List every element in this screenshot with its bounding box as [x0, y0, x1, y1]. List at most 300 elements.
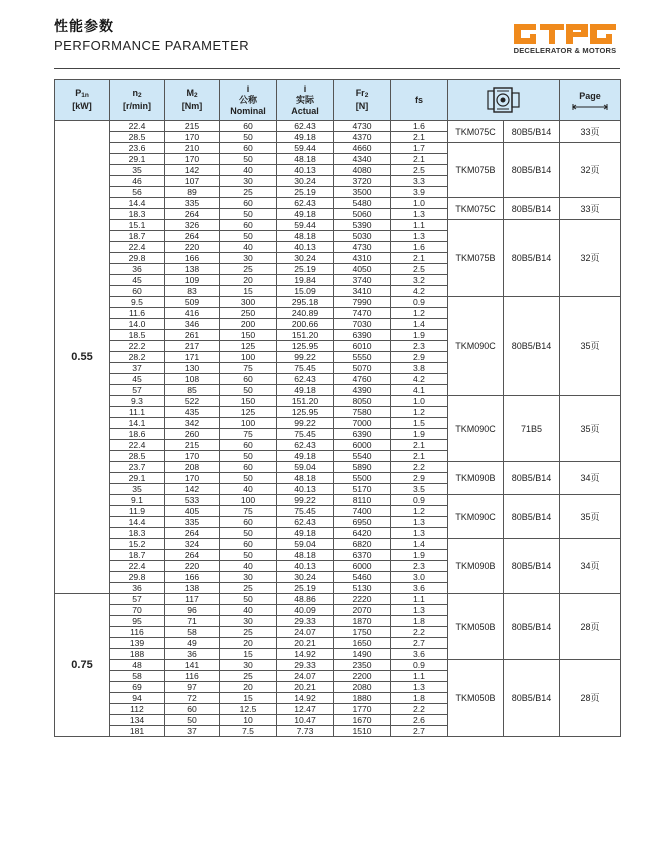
- cell-n2: 18.7: [110, 550, 165, 561]
- cell-m2: 36: [165, 649, 220, 660]
- cell-i-actual: 59.04: [277, 462, 334, 473]
- cell-m2: 166: [165, 253, 220, 264]
- col-header-m2: M2 [Nm]: [165, 80, 220, 121]
- cell-n2: 48: [110, 660, 165, 671]
- cell-fs: 2.2: [391, 462, 448, 473]
- cell-m2: 264: [165, 231, 220, 242]
- cell-i-actual: 62.43: [277, 517, 334, 528]
- cell-fs: 2.1: [391, 253, 448, 264]
- cell-fs: 2.1: [391, 154, 448, 165]
- cell-n2: 69: [110, 682, 165, 693]
- col-header-gearbox: [448, 80, 560, 121]
- cell-fr2: 3500: [334, 187, 391, 198]
- cell-m2: 89: [165, 187, 220, 198]
- cell-fr2: 7990: [334, 297, 391, 308]
- cell-fs: 1.2: [391, 308, 448, 319]
- header-rule: [54, 68, 620, 69]
- cell-fs: 2.7: [391, 638, 448, 649]
- cell-fr2: 2200: [334, 671, 391, 682]
- cell-i-actual: 24.07: [277, 627, 334, 638]
- cell-i-nominal: 60: [220, 539, 277, 550]
- table-row: [55, 539, 621, 550]
- cell-fr2: 2220: [334, 594, 391, 605]
- cell-i-actual: 15.09: [277, 286, 334, 297]
- cell-i-nominal: 25: [220, 627, 277, 638]
- cell-fs: 2.2: [391, 704, 448, 715]
- cell-i-nominal: 100: [220, 495, 277, 506]
- cell-i-actual: 59.44: [277, 143, 334, 154]
- cell-i-actual: 75.45: [277, 506, 334, 517]
- cell-m2: 435: [165, 407, 220, 418]
- cell-i-nominal: 60: [220, 143, 277, 154]
- cell-n2: 23.6: [110, 143, 165, 154]
- cell-n2: 188: [110, 649, 165, 660]
- cell-m2: 326: [165, 220, 220, 231]
- cell-fs: 3.6: [391, 649, 448, 660]
- page-cell: 35页: [560, 396, 621, 462]
- cell-i-actual: 48.18: [277, 473, 334, 484]
- cell-fr2: 5390: [334, 220, 391, 231]
- cell-fs: 2.1: [391, 451, 448, 462]
- cell-n2: 22.4: [110, 440, 165, 451]
- cell-m2: 170: [165, 154, 220, 165]
- cell-fs: 1.9: [391, 330, 448, 341]
- table-row: [55, 198, 621, 209]
- cell-fr2: 6390: [334, 429, 391, 440]
- cell-i-actual: 295.18: [277, 297, 334, 308]
- cell-i-actual: 40.13: [277, 165, 334, 176]
- cell-fr2: 5060: [334, 209, 391, 220]
- cell-m2: 72: [165, 693, 220, 704]
- model-cell: TKM090C: [448, 396, 504, 462]
- cell-i-nominal: 25: [220, 583, 277, 594]
- cell-i-actual: 29.33: [277, 616, 334, 627]
- cell-i-nominal: 15: [220, 693, 277, 704]
- cell-m2: 37: [165, 726, 220, 737]
- col-header-i-nominal: i 公称 Nominal: [220, 80, 277, 121]
- model-cell: TKM050B: [448, 594, 504, 660]
- model-cell: TKM075B: [448, 143, 504, 198]
- cell-n2: 15.1: [110, 220, 165, 231]
- cell-i-actual: 99.22: [277, 352, 334, 363]
- cell-i-actual: 48.86: [277, 594, 334, 605]
- cell-i-nominal: 20: [220, 682, 277, 693]
- cell-m2: 96: [165, 605, 220, 616]
- cell-i-actual: 151.20: [277, 396, 334, 407]
- cell-fr2: 3720: [334, 176, 391, 187]
- cell-fr2: 3740: [334, 275, 391, 286]
- cell-fs: 0.9: [391, 297, 448, 308]
- cell-i-actual: 49.18: [277, 132, 334, 143]
- cell-i-actual: 59.44: [277, 220, 334, 231]
- cell-i-actual: 62.43: [277, 198, 334, 209]
- cell-i-nominal: 150: [220, 396, 277, 407]
- cell-i-nominal: 15: [220, 649, 277, 660]
- page-cell: 28页: [560, 660, 621, 737]
- cell-m2: 264: [165, 528, 220, 539]
- cell-fr2: 7470: [334, 308, 391, 319]
- page-cell: 32页: [560, 143, 621, 198]
- cell-i-actual: 14.92: [277, 693, 334, 704]
- cell-fs: 0.9: [391, 495, 448, 506]
- cell-i-actual: 20.21: [277, 682, 334, 693]
- cell-fr2: 5130: [334, 583, 391, 594]
- flange-cell: 80B5/B14: [504, 660, 560, 737]
- logo-tagline: DECELERATOR & MOTORS: [513, 46, 617, 55]
- cell-fs: 2.1: [391, 440, 448, 451]
- cell-fr2: 5540: [334, 451, 391, 462]
- cell-i-actual: 62.43: [277, 374, 334, 385]
- cell-n2: 9.3: [110, 396, 165, 407]
- cell-i-nominal: 7.5: [220, 726, 277, 737]
- cell-fs: 3.0: [391, 572, 448, 583]
- page-cell: 34页: [560, 462, 621, 495]
- cell-n2: 9.5: [110, 297, 165, 308]
- cell-fs: 2.2: [391, 627, 448, 638]
- cell-i-nominal: 50: [220, 451, 277, 462]
- cell-i-actual: 30.24: [277, 572, 334, 583]
- cell-fr2: 5170: [334, 484, 391, 495]
- cell-i-nominal: 60: [220, 198, 277, 209]
- table-row: [55, 121, 621, 132]
- cell-m2: 141: [165, 660, 220, 671]
- cell-m2: 170: [165, 132, 220, 143]
- cell-m2: 130: [165, 363, 220, 374]
- cell-fs: 2.5: [391, 264, 448, 275]
- cell-fr2: 1650: [334, 638, 391, 649]
- cell-fs: 4.1: [391, 385, 448, 396]
- cell-m2: 342: [165, 418, 220, 429]
- cell-n2: 18.3: [110, 528, 165, 539]
- cell-n2: 29.1: [110, 473, 165, 484]
- model-cell: TKM090C: [448, 495, 504, 539]
- cell-fs: 1.3: [391, 209, 448, 220]
- cell-n2: 134: [110, 715, 165, 726]
- cell-m2: 170: [165, 451, 220, 462]
- cell-i-nominal: 75: [220, 363, 277, 374]
- cell-i-actual: 20.21: [277, 638, 334, 649]
- cell-i-nominal: 60: [220, 374, 277, 385]
- performance-table: [54, 79, 621, 737]
- cell-n2: 22.2: [110, 341, 165, 352]
- page-cell: 35页: [560, 495, 621, 539]
- cell-fs: 1.7: [391, 143, 448, 154]
- cell-n2: 9.1: [110, 495, 165, 506]
- flange-cell: 80B5/B14: [504, 297, 560, 396]
- cell-fr2: 6820: [334, 539, 391, 550]
- cell-i-actual: 48.18: [277, 154, 334, 165]
- cell-i-actual: 19.84: [277, 275, 334, 286]
- flange-cell: 80B5/B14: [504, 220, 560, 297]
- cell-n2: 139: [110, 638, 165, 649]
- page-cell: 32页: [560, 220, 621, 297]
- cell-i-actual: 200.66: [277, 319, 334, 330]
- cell-fr2: 1670: [334, 715, 391, 726]
- page-cell: 33页: [560, 121, 621, 143]
- cell-m2: 210: [165, 143, 220, 154]
- cell-m2: 170: [165, 473, 220, 484]
- cell-fr2: 4390: [334, 385, 391, 396]
- cell-i-actual: 40.09: [277, 605, 334, 616]
- cell-fs: 1.3: [391, 517, 448, 528]
- cell-i-nominal: 40: [220, 242, 277, 253]
- model-cell: TKM090B: [448, 539, 504, 594]
- cell-fs: 2.3: [391, 561, 448, 572]
- table-row: [55, 143, 621, 154]
- cell-fs: 1.5: [391, 418, 448, 429]
- cell-i-nominal: 50: [220, 132, 277, 143]
- cell-fr2: 3410: [334, 286, 391, 297]
- cell-fs: 1.2: [391, 506, 448, 517]
- cell-fr2: 1750: [334, 627, 391, 638]
- cell-m2: 346: [165, 319, 220, 330]
- cell-m2: 171: [165, 352, 220, 363]
- cell-fs: 3.3: [391, 176, 448, 187]
- cell-i-nominal: 40: [220, 605, 277, 616]
- cell-fr2: 1870: [334, 616, 391, 627]
- cell-fs: 1.4: [391, 319, 448, 330]
- cell-fs: 1.0: [391, 198, 448, 209]
- cell-i-actual: 12.47: [277, 704, 334, 715]
- cell-n2: 94: [110, 693, 165, 704]
- cell-i-actual: 25.19: [277, 264, 334, 275]
- model-cell: TKM050B: [448, 660, 504, 737]
- cell-i-actual: 151.20: [277, 330, 334, 341]
- cell-n2: 23.7: [110, 462, 165, 473]
- cell-n2: 28.5: [110, 132, 165, 143]
- cell-m2: 107: [165, 176, 220, 187]
- cell-m2: 85: [165, 385, 220, 396]
- cell-fr2: 5550: [334, 352, 391, 363]
- cell-m2: 97: [165, 682, 220, 693]
- page-cell: 35页: [560, 297, 621, 396]
- col-header-page: Page: [560, 80, 621, 121]
- cell-fs: 3.5: [391, 484, 448, 495]
- cell-fr2: 4730: [334, 121, 391, 132]
- cell-i-actual: 7.73: [277, 726, 334, 737]
- power-cell: 0.55: [55, 121, 110, 594]
- cell-m2: 416: [165, 308, 220, 319]
- cell-fr2: 7000: [334, 418, 391, 429]
- cell-n2: 45: [110, 374, 165, 385]
- cell-fs: 2.9: [391, 473, 448, 484]
- cell-i-actual: 48.18: [277, 550, 334, 561]
- model-cell: TKM075C: [448, 198, 504, 220]
- table-header-row: [55, 80, 621, 121]
- cell-n2: 36: [110, 264, 165, 275]
- cell-m2: 142: [165, 165, 220, 176]
- cell-fs: 1.0: [391, 396, 448, 407]
- cell-fs: 2.7: [391, 726, 448, 737]
- cell-fs: 2.9: [391, 352, 448, 363]
- cell-fr2: 4730: [334, 242, 391, 253]
- cell-m2: 108: [165, 374, 220, 385]
- col-header-p1n: P1n [kW]: [55, 80, 110, 121]
- cell-n2: 29.8: [110, 572, 165, 583]
- cell-m2: 220: [165, 561, 220, 572]
- cell-n2: 11.6: [110, 308, 165, 319]
- table-row: [55, 495, 621, 506]
- cell-n2: 46: [110, 176, 165, 187]
- cell-i-nominal: 50: [220, 528, 277, 539]
- cell-i-nominal: 10: [220, 715, 277, 726]
- cell-m2: 49: [165, 638, 220, 649]
- cell-fs: 1.6: [391, 121, 448, 132]
- table-row: [55, 462, 621, 473]
- cell-i-nominal: 60: [220, 517, 277, 528]
- cell-i-actual: 49.18: [277, 528, 334, 539]
- cell-fr2: 5480: [334, 198, 391, 209]
- cell-n2: 14.1: [110, 418, 165, 429]
- cell-n2: 22.4: [110, 561, 165, 572]
- cell-n2: 57: [110, 594, 165, 605]
- cell-fr2: 5070: [334, 363, 391, 374]
- cell-i-actual: 10.47: [277, 715, 334, 726]
- cell-m2: 142: [165, 484, 220, 495]
- model-cell: TKM075C: [448, 121, 504, 143]
- cell-n2: 70: [110, 605, 165, 616]
- cell-i-actual: 59.04: [277, 539, 334, 550]
- cell-i-nominal: 60: [220, 220, 277, 231]
- model-cell: TKM075B: [448, 220, 504, 297]
- cell-fr2: 8110: [334, 495, 391, 506]
- cell-fs: 1.1: [391, 220, 448, 231]
- cell-m2: 60: [165, 704, 220, 715]
- cell-i-nominal: 25: [220, 264, 277, 275]
- cell-n2: 11.9: [110, 506, 165, 517]
- cell-i-actual: 40.13: [277, 242, 334, 253]
- cell-i-nominal: 40: [220, 165, 277, 176]
- cell-i-nominal: 100: [220, 418, 277, 429]
- cell-fr2: 1510: [334, 726, 391, 737]
- cell-m2: 260: [165, 429, 220, 440]
- cell-m2: 220: [165, 242, 220, 253]
- cell-i-actual: 99.22: [277, 418, 334, 429]
- model-cell: TKM090C: [448, 297, 504, 396]
- table-body: [55, 121, 621, 737]
- cell-i-nominal: 300: [220, 297, 277, 308]
- cell-i-nominal: 50: [220, 594, 277, 605]
- cell-fr2: 2070: [334, 605, 391, 616]
- cell-i-nominal: 20: [220, 275, 277, 286]
- cell-fs: 4.2: [391, 286, 448, 297]
- cell-i-actual: 62.43: [277, 121, 334, 132]
- cell-i-nominal: 30: [220, 176, 277, 187]
- cell-i-nominal: 30: [220, 616, 277, 627]
- col-header-fs: fs: [391, 80, 448, 121]
- cell-m2: 261: [165, 330, 220, 341]
- cell-n2: 35: [110, 165, 165, 176]
- cell-n2: 35: [110, 484, 165, 495]
- cell-i-actual: 75.45: [277, 363, 334, 374]
- cell-fr2: 6010: [334, 341, 391, 352]
- cell-m2: 116: [165, 671, 220, 682]
- table-row: [55, 396, 621, 407]
- cell-fr2: 1880: [334, 693, 391, 704]
- page-cell: 33页: [560, 198, 621, 220]
- cell-fs: 4.2: [391, 374, 448, 385]
- flange-cell: 80B5/B14: [504, 143, 560, 198]
- cell-fs: 1.2: [391, 407, 448, 418]
- cell-n2: 57: [110, 385, 165, 396]
- cell-i-actual: 125.95: [277, 407, 334, 418]
- cell-m2: 208: [165, 462, 220, 473]
- cell-fs: 2.6: [391, 715, 448, 726]
- cell-fr2: 7400: [334, 506, 391, 517]
- cell-fr2: 5500: [334, 473, 391, 484]
- cell-i-actual: 30.24: [277, 253, 334, 264]
- cell-n2: 28.2: [110, 352, 165, 363]
- cell-n2: 58: [110, 671, 165, 682]
- page-title-cn: 性能参数: [54, 19, 114, 35]
- cell-i-nominal: 100: [220, 352, 277, 363]
- cell-n2: 95: [110, 616, 165, 627]
- cell-i-nominal: 30: [220, 253, 277, 264]
- cell-n2: 116: [110, 627, 165, 638]
- cell-i-actual: 49.18: [277, 385, 334, 396]
- cell-fs: 1.8: [391, 693, 448, 704]
- cell-fr2: 8050: [334, 396, 391, 407]
- cell-m2: 50: [165, 715, 220, 726]
- cell-fr2: 4310: [334, 253, 391, 264]
- cell-m2: 109: [165, 275, 220, 286]
- cell-m2: 264: [165, 209, 220, 220]
- cell-fs: 1.3: [391, 528, 448, 539]
- cell-n2: 181: [110, 726, 165, 737]
- table-row: [55, 660, 621, 671]
- cell-i-nominal: 15: [220, 286, 277, 297]
- cell-i-nominal: 50: [220, 209, 277, 220]
- cell-i-actual: 30.24: [277, 176, 334, 187]
- cell-fr2: 7030: [334, 319, 391, 330]
- cell-i-actual: 24.07: [277, 671, 334, 682]
- cell-i-nominal: 125: [220, 407, 277, 418]
- cell-fs: 1.1: [391, 671, 448, 682]
- cell-i-nominal: 50: [220, 385, 277, 396]
- cell-i-nominal: 30: [220, 660, 277, 671]
- cell-m2: 405: [165, 506, 220, 517]
- page-cell: 34页: [560, 539, 621, 594]
- col-header-n2: n2 [r/min]: [110, 80, 165, 121]
- cell-n2: 45: [110, 275, 165, 286]
- cell-n2: 60: [110, 286, 165, 297]
- flange-cell: 80B5/B14: [504, 462, 560, 495]
- cell-n2: 15.2: [110, 539, 165, 550]
- col-header-fr2: Fr2 [N]: [334, 80, 391, 121]
- cell-n2: 18.7: [110, 231, 165, 242]
- flange-cell: 71B5: [504, 396, 560, 462]
- cell-i-actual: 25.19: [277, 187, 334, 198]
- table-row: [55, 297, 621, 308]
- cell-fs: 2.3: [391, 341, 448, 352]
- cell-i-nominal: 40: [220, 484, 277, 495]
- cell-m2: 83: [165, 286, 220, 297]
- cell-fs: 3.8: [391, 363, 448, 374]
- model-cell: TKM090B: [448, 462, 504, 495]
- cell-fr2: 4340: [334, 154, 391, 165]
- cell-fs: 1.8: [391, 616, 448, 627]
- cell-i-nominal: 12.5: [220, 704, 277, 715]
- cell-i-actual: 62.43: [277, 440, 334, 451]
- col-header-i-actual: i 实际 Actual: [277, 80, 334, 121]
- cell-n2: 29.8: [110, 253, 165, 264]
- cell-i-nominal: 50: [220, 473, 277, 484]
- cell-n2: 14.0: [110, 319, 165, 330]
- table-row: [55, 220, 621, 231]
- cell-fr2: 1770: [334, 704, 391, 715]
- cell-fs: 1.3: [391, 231, 448, 242]
- cell-n2: 14.4: [110, 198, 165, 209]
